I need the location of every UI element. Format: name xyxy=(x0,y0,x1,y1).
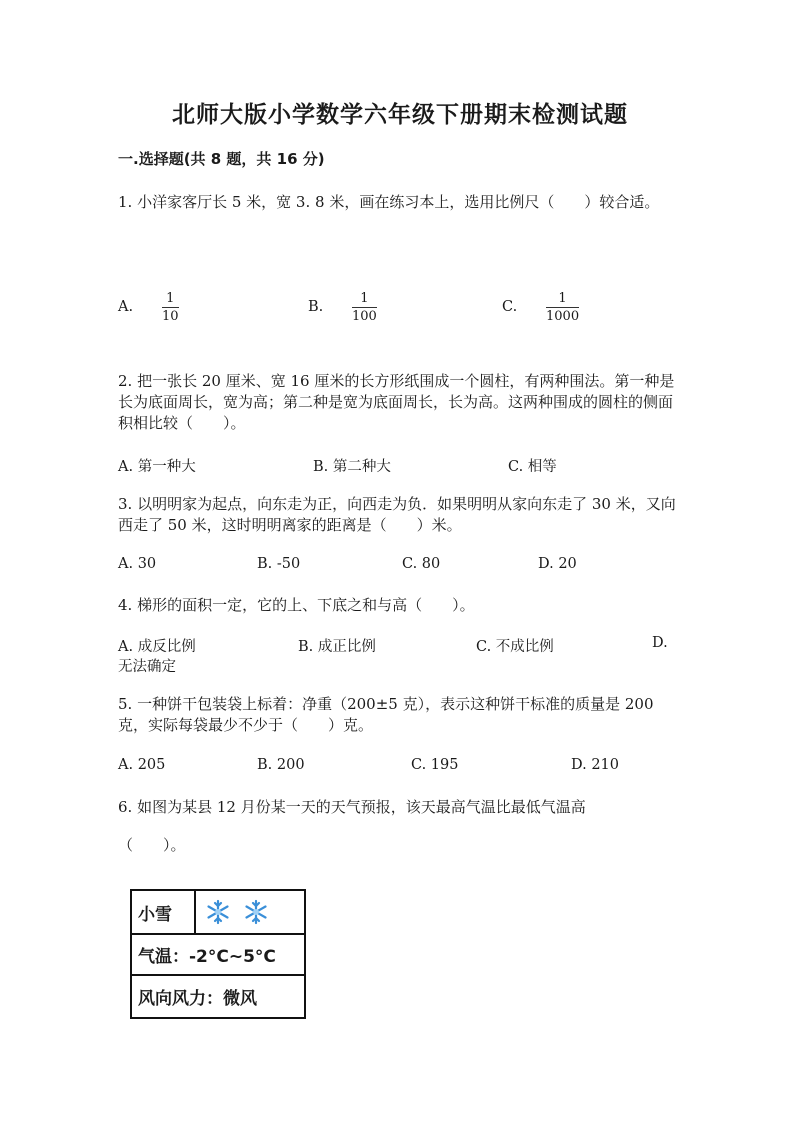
option-letter: C. xyxy=(502,299,518,315)
question-5-option-a[interactable]: A. 205 xyxy=(118,757,166,773)
weather-temperature-row xyxy=(132,935,304,976)
question-2-option-c[interactable]: C. 相等 xyxy=(508,459,557,475)
question-4-option-c[interactable]: C. 不成比例 xyxy=(476,639,554,655)
fraction-bar xyxy=(352,307,377,308)
question-4-option-d-text[interactable]: 无法确定 xyxy=(118,659,176,675)
option-letter: A. xyxy=(118,299,134,315)
fraction-denominator: 10 xyxy=(162,308,179,324)
question-4-text: 4. 梯形的面积一定，它的上、下底之和与高（ ）。 xyxy=(118,596,475,614)
fraction xyxy=(352,291,377,324)
fraction-denominator: 100 xyxy=(352,308,377,324)
question-3-option-b[interactable]: B. -50 xyxy=(257,556,301,572)
question-5-option-d[interactable]: D. 210 xyxy=(571,757,620,773)
fraction-bar xyxy=(546,307,579,308)
weather-forecast-figure xyxy=(130,889,306,1019)
fraction xyxy=(546,291,579,324)
weather-condition-row xyxy=(132,891,304,935)
question-3-option-a[interactable]: A. 30 xyxy=(118,556,157,572)
question-2-option-a[interactable]: A. 第一种大 xyxy=(118,459,196,475)
question-1-option-a[interactable] xyxy=(118,290,179,324)
question-4-option-d[interactable]: D. xyxy=(652,635,668,651)
question-3-option-c[interactable]: C. 80 xyxy=(402,556,441,572)
question-5-text: 5. 一种饼干包装袋上标着：净重（200±5 克），表示这种饼干标准的质量是 200 克，实际每袋最少不少于（ ）克。 xyxy=(118,695,654,734)
fraction-denominator: 1000 xyxy=(546,308,580,324)
question-3-text: 3. 以明明家为起点，向东走为正，向西走为负．如果明明从家向东走了 30 米，又向西走了 50 米，这时明明离家的距离是（ ）米。 xyxy=(118,495,676,534)
question-2-option-b[interactable]: B. 第二种大 xyxy=(313,459,391,475)
section-heading: 一.选择题(共 8 题，共 16 分) xyxy=(118,150,325,168)
fraction xyxy=(162,291,179,324)
weather-wind-row xyxy=(132,976,304,1017)
question-3-option-d[interactable]: D. 20 xyxy=(538,556,577,572)
question-1-option-c[interactable] xyxy=(502,290,579,324)
snowflake-icon xyxy=(204,898,232,926)
question-1-text: 1. 小洋家客厅长 5 米，宽 3. 8 米，画在练习本上，选用比例尺（ ）较合适。 xyxy=(118,193,660,211)
question-6-text: 6. 如图为某县 12 月份某一天的天气预报，该天最高气温比最低气温高（ ）。 xyxy=(118,798,586,854)
weather-icons xyxy=(196,898,270,926)
question-1-option-b[interactable] xyxy=(308,290,377,324)
weather-temperature: 气温：-2°C~5°C xyxy=(138,947,276,967)
fraction-numerator: 1 xyxy=(360,290,369,306)
weather-wind: 风向风力：微风 xyxy=(138,989,257,1009)
weather-condition: 小雪 xyxy=(132,891,196,933)
option-letter: B. xyxy=(308,299,324,315)
snowflake-icon xyxy=(242,898,270,926)
question-4-option-b[interactable]: B. 成正比例 xyxy=(298,639,376,655)
question-4-option-a[interactable]: A. 成反比例 xyxy=(118,639,196,655)
fraction-numerator: 1 xyxy=(166,290,175,306)
page-title: 北师大版小学数学六年级下册期末检测试题 xyxy=(172,102,628,128)
question-5-option-c[interactable]: C. 195 xyxy=(411,757,459,773)
fraction-numerator: 1 xyxy=(558,290,567,306)
fraction-bar xyxy=(162,307,179,308)
question-2-text: 2. 把一张长 20 厘米、宽 16 厘米的长方形纸围成一个圆柱，有两种围法。第一种是长为底面周长，宽为高；第二种是宽为底面周长，长为高。这两种围成的圆柱的侧面积相比较（ ）。 xyxy=(118,372,675,432)
question-5-option-b[interactable]: B. 200 xyxy=(257,757,305,773)
